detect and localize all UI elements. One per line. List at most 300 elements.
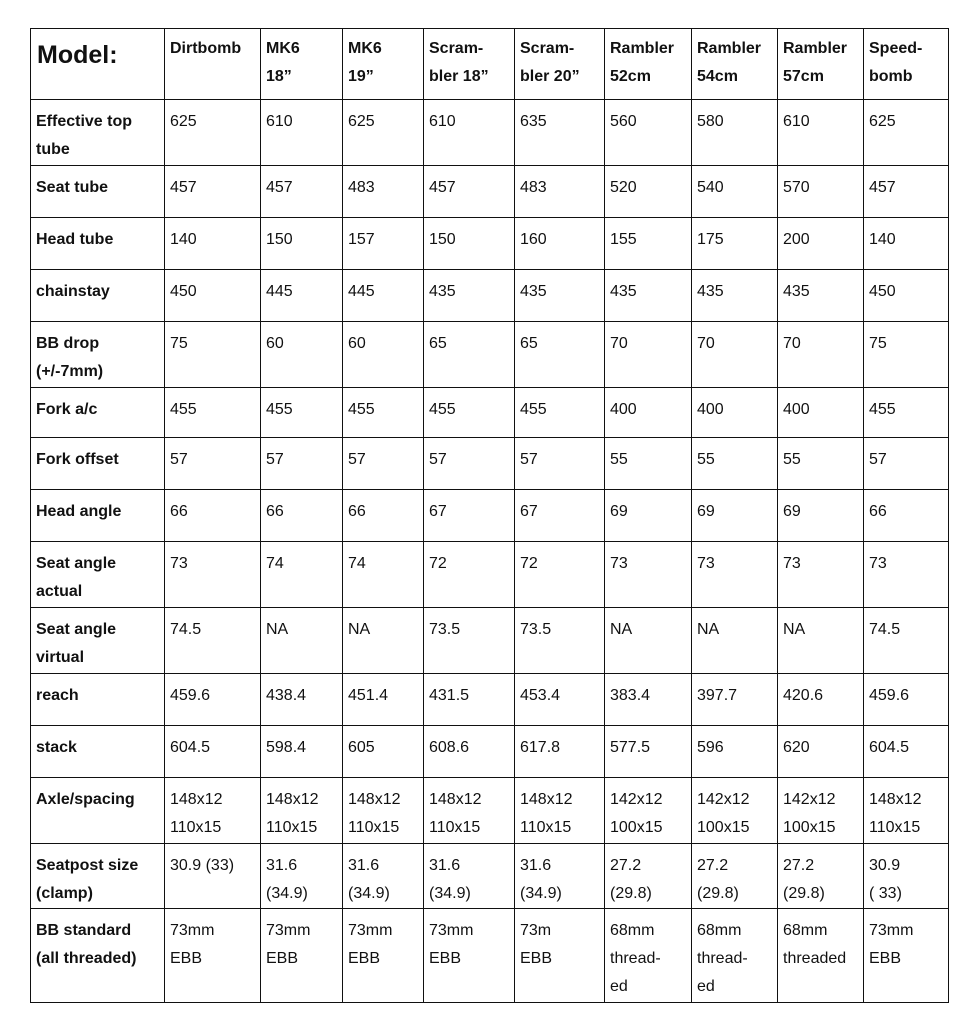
cell-value: 604.5 bbox=[170, 739, 211, 756]
table-cell bbox=[515, 674, 605, 726]
cell-value: 451.4 bbox=[348, 687, 389, 704]
table-cell bbox=[515, 388, 605, 438]
cell-value: 73mm bbox=[266, 922, 311, 939]
cell-value: EBB bbox=[348, 950, 381, 967]
column-header bbox=[343, 29, 424, 100]
cell-value: 459.6 bbox=[869, 687, 910, 704]
table-cell bbox=[343, 322, 424, 388]
table-row bbox=[31, 438, 949, 490]
table-cell bbox=[778, 270, 864, 322]
cell-value: NA bbox=[266, 621, 289, 638]
row-label bbox=[31, 608, 165, 674]
table-row bbox=[31, 100, 949, 166]
column-header bbox=[864, 29, 949, 100]
column-header-line: Dirtbomb bbox=[170, 40, 242, 57]
row-label-line: Seat tube bbox=[36, 179, 109, 196]
row-label bbox=[31, 100, 165, 166]
table-row bbox=[31, 542, 949, 608]
cell-value: NA bbox=[697, 621, 720, 638]
cell-value: NA bbox=[348, 621, 371, 638]
table-cell bbox=[778, 388, 864, 438]
table-cell bbox=[343, 844, 424, 909]
cell-value: 520 bbox=[610, 179, 637, 196]
table-cell bbox=[165, 909, 261, 1003]
table-cell bbox=[165, 322, 261, 388]
table-cell bbox=[515, 844, 605, 909]
table-cell bbox=[864, 909, 949, 1003]
row-label-line: BB drop bbox=[36, 335, 100, 352]
table-cell bbox=[605, 438, 692, 490]
header-row bbox=[31, 29, 949, 100]
cell-value: 31.6 bbox=[520, 857, 552, 874]
cell-value: 483 bbox=[348, 179, 375, 196]
cell-value: 148x12 bbox=[429, 791, 482, 808]
table-cell bbox=[261, 100, 343, 166]
table-row bbox=[31, 322, 949, 388]
cell-value: 73mm bbox=[869, 922, 914, 939]
row-label bbox=[31, 270, 165, 322]
cell-value: EBB bbox=[170, 950, 203, 967]
column-header-line: Rambler bbox=[783, 40, 848, 57]
table-cell bbox=[424, 438, 515, 490]
table-cell bbox=[605, 608, 692, 674]
cell-value: EBB bbox=[869, 950, 902, 967]
table-cell bbox=[343, 778, 424, 844]
cell-value: 30.9 (33) bbox=[170, 857, 235, 874]
table-cell bbox=[605, 674, 692, 726]
cell-value: 577.5 bbox=[610, 739, 651, 756]
table-cell bbox=[692, 270, 778, 322]
table-cell bbox=[778, 490, 864, 542]
cell-value: 31.6 bbox=[266, 857, 298, 874]
cell-value: 160 bbox=[520, 231, 547, 248]
cell-value: 66 bbox=[869, 503, 887, 520]
column-header-line: 52cm bbox=[610, 68, 651, 85]
cell-value: 70 bbox=[697, 335, 715, 352]
column-header bbox=[692, 29, 778, 100]
table-cell bbox=[778, 218, 864, 270]
row-label bbox=[31, 166, 165, 218]
cell-value: 57 bbox=[348, 451, 366, 468]
table-cell bbox=[778, 778, 864, 844]
cell-value: 617.8 bbox=[520, 739, 561, 756]
cell-value: (34.9) bbox=[520, 885, 562, 902]
cell-value: 148x12 bbox=[170, 791, 223, 808]
cell-value: 570 bbox=[783, 179, 810, 196]
cell-value: (29.8) bbox=[697, 885, 739, 902]
table-cell bbox=[261, 608, 343, 674]
cell-value: 55 bbox=[783, 451, 801, 468]
table-cell bbox=[778, 909, 864, 1003]
row-label-line: BB standard bbox=[36, 922, 132, 939]
table-cell bbox=[424, 218, 515, 270]
cell-value: 110x15 bbox=[429, 819, 481, 836]
cell-value: 60 bbox=[348, 335, 366, 352]
table-row bbox=[31, 844, 949, 909]
table-cell bbox=[605, 166, 692, 218]
table-body bbox=[31, 100, 949, 1003]
table-cell bbox=[165, 388, 261, 438]
table-row bbox=[31, 166, 949, 218]
cell-value: 457 bbox=[170, 179, 197, 196]
table-cell bbox=[424, 100, 515, 166]
row-label-line: tube bbox=[36, 141, 70, 158]
table-cell bbox=[778, 322, 864, 388]
cell-value: 598.4 bbox=[266, 739, 307, 756]
table-cell bbox=[605, 100, 692, 166]
table-cell bbox=[605, 778, 692, 844]
table-cell bbox=[515, 608, 605, 674]
table-row bbox=[31, 388, 949, 438]
table-cell bbox=[261, 322, 343, 388]
column-header-line: MK6 bbox=[266, 40, 300, 57]
table-cell bbox=[605, 844, 692, 909]
cell-value: 455 bbox=[348, 401, 375, 418]
row-label-line: Fork a/c bbox=[36, 401, 98, 418]
cell-value: 455 bbox=[869, 401, 896, 418]
table-cell bbox=[165, 542, 261, 608]
table-cell bbox=[864, 608, 949, 674]
column-header bbox=[605, 29, 692, 100]
model-label: Model: bbox=[37, 41, 118, 69]
column-header-line: bler 20” bbox=[520, 68, 580, 85]
column-header-line: Rambler bbox=[697, 40, 762, 57]
table-cell bbox=[864, 166, 949, 218]
column-header-line: Speed- bbox=[869, 40, 923, 57]
cell-value: 610 bbox=[429, 113, 456, 130]
cell-value: 620 bbox=[783, 739, 810, 756]
table-row bbox=[31, 218, 949, 270]
cell-value: (29.8) bbox=[783, 885, 825, 902]
cell-value: NA bbox=[783, 621, 806, 638]
table-cell bbox=[515, 778, 605, 844]
row-label bbox=[31, 909, 165, 1003]
cell-value: 27.2 bbox=[697, 857, 729, 874]
cell-value: 445 bbox=[266, 283, 293, 300]
table-cell bbox=[343, 490, 424, 542]
cell-value: EBB bbox=[520, 950, 553, 967]
column-header bbox=[165, 29, 261, 100]
row-label bbox=[31, 726, 165, 778]
cell-value: 608.6 bbox=[429, 739, 470, 756]
cell-value: 66 bbox=[266, 503, 284, 520]
cell-value: 60 bbox=[266, 335, 284, 352]
table-cell bbox=[261, 542, 343, 608]
cell-value: 74.5 bbox=[170, 621, 202, 638]
row-label-line: actual bbox=[36, 583, 83, 600]
cell-value: 74 bbox=[266, 555, 284, 572]
cell-value: 610 bbox=[783, 113, 810, 130]
column-header-line: 18” bbox=[266, 68, 292, 85]
row-label bbox=[31, 490, 165, 542]
cell-value: 435 bbox=[697, 283, 724, 300]
cell-value: 200 bbox=[783, 231, 810, 248]
cell-value: 150 bbox=[429, 231, 456, 248]
cell-value: 140 bbox=[869, 231, 896, 248]
table-cell bbox=[692, 100, 778, 166]
table-cell bbox=[424, 388, 515, 438]
table-cell bbox=[261, 270, 343, 322]
table-cell bbox=[778, 726, 864, 778]
table-cell bbox=[424, 909, 515, 1003]
cell-value: 142x12 bbox=[783, 791, 836, 808]
cell-value: 560 bbox=[610, 113, 637, 130]
cell-value: 55 bbox=[697, 451, 715, 468]
cell-value: 540 bbox=[697, 179, 724, 196]
cell-value: 142x12 bbox=[697, 791, 750, 808]
cell-value: 65 bbox=[520, 335, 538, 352]
table-cell bbox=[165, 218, 261, 270]
table-cell bbox=[515, 726, 605, 778]
table-cell bbox=[864, 100, 949, 166]
table-cell bbox=[343, 438, 424, 490]
table-cell bbox=[261, 388, 343, 438]
table-cell bbox=[261, 844, 343, 909]
cell-value: 148x12 bbox=[266, 791, 319, 808]
cell-value: threaded bbox=[783, 950, 847, 967]
table-cell bbox=[864, 270, 949, 322]
table-cell bbox=[424, 778, 515, 844]
cell-value: 73 bbox=[170, 555, 188, 572]
cell-value: 73mm bbox=[348, 922, 393, 939]
row-label-line: virtual bbox=[36, 649, 85, 666]
table-row bbox=[31, 490, 949, 542]
cell-value: EBB bbox=[429, 950, 462, 967]
cell-value: 450 bbox=[869, 283, 896, 300]
cell-value: 57 bbox=[869, 451, 887, 468]
table-cell bbox=[515, 542, 605, 608]
cell-value: 100x15 bbox=[783, 819, 836, 836]
column-header-line: 54cm bbox=[697, 68, 738, 85]
row-label bbox=[31, 388, 165, 438]
cell-value: 157 bbox=[348, 231, 375, 248]
table-cell bbox=[605, 388, 692, 438]
cell-value: 73.5 bbox=[429, 621, 461, 638]
table-cell bbox=[424, 322, 515, 388]
table-row bbox=[31, 909, 949, 1003]
table-cell bbox=[605, 726, 692, 778]
cell-value: 67 bbox=[520, 503, 538, 520]
cell-value: EBB bbox=[266, 950, 299, 967]
row-label-line: Axle/spacing bbox=[36, 791, 135, 808]
cell-value: 457 bbox=[266, 179, 293, 196]
table-cell bbox=[864, 778, 949, 844]
cell-value: 431.5 bbox=[429, 687, 470, 704]
table-cell bbox=[864, 438, 949, 490]
column-header-line: Scram- bbox=[520, 40, 575, 57]
row-label-line: (all threaded) bbox=[36, 950, 137, 967]
table-cell bbox=[605, 322, 692, 388]
table-cell bbox=[778, 542, 864, 608]
column-header bbox=[515, 29, 605, 100]
cell-value: 73 bbox=[610, 555, 628, 572]
cell-value: ( 33) bbox=[869, 885, 902, 902]
cell-value: 148x12 bbox=[348, 791, 401, 808]
cell-value: 435 bbox=[610, 283, 637, 300]
row-label bbox=[31, 844, 165, 909]
cell-value: 455 bbox=[429, 401, 456, 418]
cell-value: thread- bbox=[610, 950, 661, 967]
cell-value: 610 bbox=[266, 113, 293, 130]
row-label bbox=[31, 674, 165, 726]
table-cell bbox=[261, 438, 343, 490]
table-row bbox=[31, 778, 949, 844]
cell-value: 73 bbox=[697, 555, 715, 572]
cell-value: 75 bbox=[869, 335, 887, 352]
table-cell bbox=[165, 844, 261, 909]
cell-value: 175 bbox=[697, 231, 724, 248]
table-cell bbox=[515, 438, 605, 490]
cell-value: 450 bbox=[170, 283, 197, 300]
column-header-line: bomb bbox=[869, 68, 913, 85]
table-row bbox=[31, 726, 949, 778]
cell-value: 155 bbox=[610, 231, 637, 248]
column-header bbox=[424, 29, 515, 100]
cell-value: 140 bbox=[170, 231, 197, 248]
table-cell bbox=[165, 270, 261, 322]
column-header bbox=[778, 29, 864, 100]
table-cell bbox=[343, 100, 424, 166]
table-cell bbox=[864, 542, 949, 608]
column-header-line: Scram- bbox=[429, 40, 484, 57]
cell-value: 625 bbox=[170, 113, 197, 130]
cell-value: 68mm bbox=[783, 922, 828, 939]
table-cell bbox=[343, 388, 424, 438]
cell-value: 435 bbox=[429, 283, 456, 300]
cell-value: 72 bbox=[429, 555, 447, 572]
cell-value: 27.2 bbox=[783, 857, 815, 874]
cell-value: 148x12 bbox=[520, 791, 573, 808]
cell-value: 27.2 bbox=[610, 857, 642, 874]
cell-value: 110x15 bbox=[348, 819, 400, 836]
cell-value: 75 bbox=[170, 335, 188, 352]
cell-value: 31.6 bbox=[348, 857, 380, 874]
cell-value: 66 bbox=[348, 503, 366, 520]
table-cell bbox=[515, 490, 605, 542]
table-cell bbox=[515, 270, 605, 322]
cell-value: 150 bbox=[266, 231, 293, 248]
table-cell bbox=[261, 909, 343, 1003]
cell-value: 57 bbox=[429, 451, 447, 468]
cell-value: 73m bbox=[520, 922, 552, 939]
cell-value: 110x15 bbox=[170, 819, 222, 836]
cell-value: 57 bbox=[170, 451, 188, 468]
cell-value: 457 bbox=[869, 179, 896, 196]
row-label-line: Head tube bbox=[36, 231, 114, 248]
table-cell bbox=[261, 726, 343, 778]
cell-value: thread- bbox=[697, 950, 748, 967]
table-cell bbox=[515, 322, 605, 388]
table-cell bbox=[261, 166, 343, 218]
cell-value: 453.4 bbox=[520, 687, 561, 704]
cell-value: 57 bbox=[266, 451, 284, 468]
column-header bbox=[261, 29, 343, 100]
table-cell bbox=[692, 388, 778, 438]
cell-value: 420.6 bbox=[783, 687, 824, 704]
table-cell bbox=[343, 270, 424, 322]
cell-value: 400 bbox=[783, 401, 810, 418]
cell-value: 73 bbox=[783, 555, 801, 572]
row-label-line: (+/-7mm) bbox=[36, 363, 104, 380]
row-label-line: (clamp) bbox=[36, 885, 93, 902]
row-label bbox=[31, 438, 165, 490]
cell-value: 580 bbox=[697, 113, 724, 130]
table-cell bbox=[343, 909, 424, 1003]
table-cell bbox=[778, 100, 864, 166]
table-cell bbox=[424, 490, 515, 542]
table-cell bbox=[261, 674, 343, 726]
table-cell bbox=[424, 674, 515, 726]
cell-value: 73mm bbox=[429, 922, 474, 939]
table-row bbox=[31, 608, 949, 674]
table-cell bbox=[261, 490, 343, 542]
table-cell bbox=[424, 166, 515, 218]
table-cell bbox=[165, 778, 261, 844]
cell-value: 400 bbox=[610, 401, 637, 418]
table-cell bbox=[515, 909, 605, 1003]
cell-value: 30.9 bbox=[869, 857, 901, 874]
cell-value: 68mm bbox=[610, 922, 655, 939]
table-row bbox=[31, 674, 949, 726]
cell-value: ed bbox=[610, 978, 628, 995]
table-cell bbox=[778, 674, 864, 726]
cell-value: 74 bbox=[348, 555, 366, 572]
cell-value: 69 bbox=[783, 503, 801, 520]
cell-value: 383.4 bbox=[610, 687, 651, 704]
cell-value: 73mm bbox=[170, 922, 215, 939]
table-cell bbox=[864, 490, 949, 542]
table-cell bbox=[343, 166, 424, 218]
cell-value: 605 bbox=[348, 739, 375, 756]
row-label bbox=[31, 778, 165, 844]
table-cell bbox=[692, 778, 778, 844]
cell-value: NA bbox=[610, 621, 633, 638]
table-cell bbox=[343, 608, 424, 674]
cell-value: 74.5 bbox=[869, 621, 901, 638]
table-cell bbox=[343, 542, 424, 608]
table-cell bbox=[261, 218, 343, 270]
table-cell bbox=[261, 778, 343, 844]
cell-value: 100x15 bbox=[697, 819, 750, 836]
cell-value: 55 bbox=[610, 451, 628, 468]
cell-value: 72 bbox=[520, 555, 538, 572]
cell-value: 70 bbox=[783, 335, 801, 352]
row-label bbox=[31, 218, 165, 270]
cell-value: 483 bbox=[520, 179, 547, 196]
table-cell bbox=[515, 100, 605, 166]
cell-value: 457 bbox=[429, 179, 456, 196]
table-cell bbox=[692, 542, 778, 608]
row-label-line: stack bbox=[36, 739, 77, 756]
row-label bbox=[31, 542, 165, 608]
cell-value: 596 bbox=[697, 739, 724, 756]
table-cell bbox=[778, 608, 864, 674]
row-label-line: chainstay bbox=[36, 283, 110, 300]
table-cell bbox=[692, 844, 778, 909]
cell-value: 110x15 bbox=[520, 819, 572, 836]
cell-value: 625 bbox=[869, 113, 896, 130]
row-label-line: Seatpost size bbox=[36, 857, 139, 874]
cell-value: 455 bbox=[520, 401, 547, 418]
column-header-line: MK6 bbox=[348, 40, 382, 57]
cell-value: 110x15 bbox=[266, 819, 318, 836]
cell-value: 57 bbox=[520, 451, 538, 468]
cell-value: ed bbox=[697, 978, 715, 995]
column-header-line: 57cm bbox=[783, 68, 824, 85]
row-label-line: reach bbox=[36, 687, 79, 704]
cell-value: 455 bbox=[266, 401, 293, 418]
table-cell bbox=[692, 674, 778, 726]
